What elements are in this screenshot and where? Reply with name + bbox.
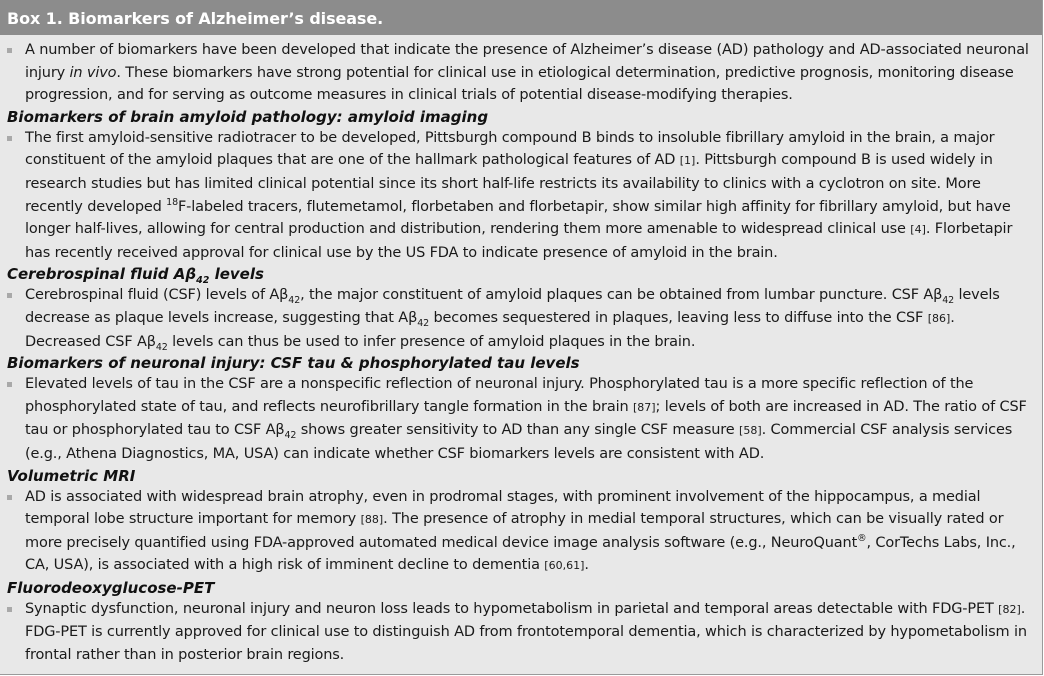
- heading-volumetric-mri: Volumetric MRI: [7, 466, 136, 485]
- csf-abeta-paragraph: Cerebrospinal fluid (CSF) levels of $A\beta_{42}$, the major constituent of amyloid plaques can be obtained from lumbar puncture. CSF $A\beta_{42}$ levels decrease as plaque levels increase, suggesting that $A\beta_{42}$ becomes sequestered in plaques, leaving less to diffuse into the CSF [86]. Decreased CSF $A\beta_{42}$ levels can thus be used to infer presence of amyloid plaques in the brain.: [0, 284, 1042, 353]
- citation: [60,61]: [544, 559, 585, 573]
- bullet-marker: [7, 495, 12, 500]
- fdg-paragraph: Synaptic dysfunction, neuronal injury and neuron loss leads to hypometabolism in parietal and temporal areas detectable with FDG-PET [82]. FDG-PET is currently approved for clinical use to distinguish AD from frontotemporal dementia, which is characterized by hypometabolism in frontal rather than in posterior brain regions.: [0, 598, 1042, 667]
- heading-amyloid-imaging: Biomarkers of brain amyloid pathology: amyloid imaging: [7, 107, 489, 126]
- bullet-marker: [7, 48, 12, 53]
- intro-paragraph: A number of biomarkers have been developed that indicate the presence of Alzheimer’s disease (AD) pathology and AD-associated neuronal injury in vivo. These biomarkers have strong potential for clinical use in etiological determination, predictive prognosis, monitoring disease progression, and for serving as outcome measures in clinical trials of potential disease-modifying therapies.: [0, 39, 1042, 107]
- citation: [82]: [998, 602, 1021, 616]
- amyloid-paragraph: The first amyloid-sensitive radiotracer to be developed, Pittsburgh compound B binds to insoluble fibrillary amyloid in the brain, a major constituent of the amyloid plaques that are one of the hallmark pathological features of AD [1]. Pittsburgh compound B is used widely in research studies but has limited clinical potential since its short half-life restricts its availability to clinics with a cyclotron on site. More recently developed $^{18}$F-labeled tracers, flutemetamol, florbetaben and florbetapir, show similar high affinity for fibrillary amyloid, but have longer half-lives, allowing for central production and distribution, rendering them more amenable to widespread clinical use [4]. Florbetapir has recently received approval for clinical use by the US FDA to indicate presence of amyloid in the brain.: [0, 127, 1042, 265]
- heading-fdg-pet: Fluorodeoxyglucose-PET: [7, 578, 215, 597]
- bullet-marker: [7, 607, 12, 612]
- box-content: [0, 35, 1042, 667]
- citation: [4]: [910, 223, 926, 237]
- heading-csf-abeta: Cerebrospinal fluid $A\beta_{42}$ levels: [7, 265, 264, 287]
- bullet-marker: [7, 136, 12, 141]
- citation: [87]: [632, 400, 656, 414]
- tau-paragraph: Elevated levels of tau in the CSF are a nonspecific reflection of neuronal injury. Phosphorylated tau is a more specific reflection of the phosphorylated state of tau, and reflects neurofibrillary tangle formation in the brain [87]; levels of both are increased in AD. The ratio of CSF tau or phosphorylated tau to CSF $A\beta_{42}$ shows greater sensitivity to AD than any single CSF measure [58]. Commercial CSF analysis services (e.g., Athena Diagnostics, MA, USA) can indicate whether CSF biomarkers levels are consistent with AD.: [0, 373, 1042, 465]
- mri-paragraph: AD is associated with widespread brain atrophy, even in prodromal stages, with prominent involvement of the hippocampus, a medial temporal lobe structure important for memory [88]. The presence of atrophy in medial temporal structures, which can be visually rated or more precisely quantified using FDA-approved automated medical device image analysis software (e.g., NeuroQuant®, CorTechs Labs, Inc., CA, USA), is associated with a high risk of imminent decline to dementia [60,61].: [0, 486, 1042, 578]
- citation: [58]: [739, 424, 762, 438]
- bullet-marker: [7, 293, 12, 298]
- heading-neuronal-injury: Biomarkers of neuronal injury: CSF tau & phosphorylated tau levels: [7, 354, 580, 373]
- box-title: Box 1. Biomarkers of Alzheimer’s disease.: [0, 0, 1042, 35]
- citation: [88]: [360, 513, 384, 527]
- bullet-marker: [7, 382, 12, 387]
- citation: [1]: [679, 154, 696, 168]
- citation: [86]: [927, 311, 951, 325]
